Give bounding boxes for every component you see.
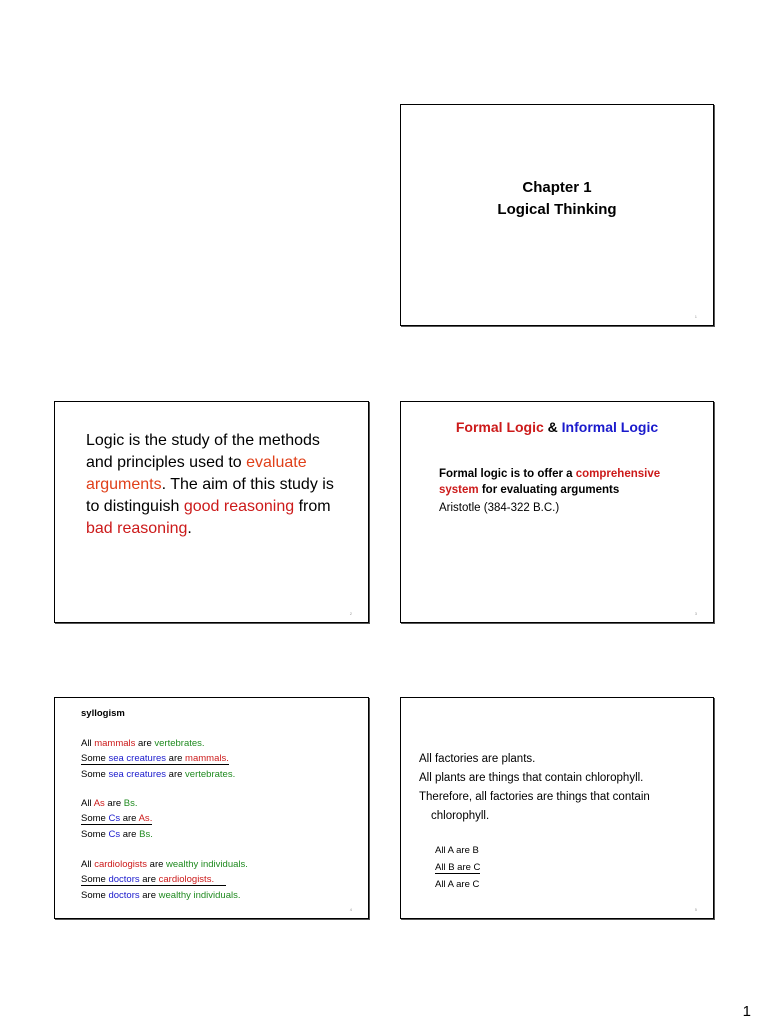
definition-text-1: Logic is the study of the methods and principles used to [86, 432, 320, 471]
slide-number: 2 [349, 611, 352, 616]
slide-factory-argument [400, 697, 714, 919]
term: cardiologists [158, 874, 212, 886]
text: . [134, 798, 138, 809]
slide-logic-definition [54, 401, 369, 623]
text: . [149, 813, 153, 825]
underlined-premise [81, 813, 152, 825]
term: wealthy individuals [166, 859, 246, 870]
term: mammals [185, 753, 227, 765]
term: doctors [108, 874, 140, 886]
slide-formal-informal-logic [400, 401, 714, 623]
abstract-premise-1: All A are B [435, 845, 479, 856]
argument-conclusion-cont: chlorophyll. [431, 810, 490, 822]
premise-1 [81, 796, 153, 811]
text: are [166, 753, 186, 765]
term: As [93, 798, 105, 809]
text: . [211, 874, 215, 886]
definition-text-4: . [187, 520, 192, 537]
definition-text-2: . The aim of this study is to distinguish [86, 476, 334, 515]
formal-logic-definition [439, 466, 689, 498]
text: are [120, 813, 139, 825]
text: are [120, 828, 140, 840]
text: are [166, 768, 186, 780]
text: Some [81, 874, 109, 886]
chapter-title-line2: Logical Thinking [497, 201, 617, 218]
slide-syllogism [54, 697, 369, 919]
text: Some [81, 889, 109, 901]
premise-2 [81, 751, 235, 766]
text: . [232, 768, 236, 780]
syllogism-label: syllogism [81, 708, 125, 719]
term: Cs [108, 813, 121, 825]
heading-ampersand: & [543, 419, 562, 435]
formal-def-text-2: for evaluating arguments [478, 484, 620, 496]
term: As [138, 813, 150, 825]
conclusion [81, 827, 153, 842]
text: . [150, 828, 153, 840]
text: Some [81, 813, 109, 825]
text: Some [81, 753, 109, 765]
conclusion [81, 767, 235, 782]
chapter-title [401, 177, 713, 221]
argument-premise-1: All factories are plants. [419, 753, 536, 765]
syllogism-group-mammals [81, 736, 235, 782]
slide-number: 4 [349, 907, 352, 912]
highlight-evaluate-arguments: evaluate arguments [86, 454, 307, 493]
term: Cs [108, 828, 121, 840]
text: All [81, 859, 95, 870]
premise-2 [81, 811, 153, 826]
conclusion [81, 888, 248, 903]
term: doctors [108, 889, 140, 901]
formal-def-text-1: Formal logic is to offer a [439, 468, 576, 480]
underlined-premise [81, 753, 229, 765]
text: are [104, 798, 124, 809]
chapter-title-line1: Chapter 1 [522, 179, 592, 196]
text: are [135, 738, 155, 749]
slide-number: 3 [694, 611, 697, 616]
abstract-premise-2 [435, 859, 480, 876]
text: All [81, 738, 95, 749]
underlined-premise: All B are C [435, 862, 481, 873]
slide-chapter-title [400, 104, 714, 326]
text: Some [81, 768, 109, 780]
abstract-conclusion: All A are C [435, 879, 480, 890]
term: Bs [139, 828, 151, 840]
text: All [81, 798, 94, 809]
argument-premise-2: All plants are things that contain chlorophyll. [419, 772, 644, 784]
highlight-comprehensive-system: comprehensive system [439, 468, 661, 496]
page-number: 1 [742, 1003, 751, 1020]
text: . [237, 889, 241, 901]
logic-definition-text [86, 430, 346, 540]
underlined-premise [81, 874, 226, 886]
definition-text-3: from [294, 498, 331, 515]
factory-argument [419, 750, 709, 826]
highlight-good-reasoning: good reasoning [183, 498, 295, 515]
slide-heading [401, 419, 713, 435]
abstract-argument [435, 842, 480, 893]
text: . [226, 753, 229, 765]
aristotle-reference: Aristotle (384-322 B.C.) [439, 502, 560, 514]
heading-informal-logic: Informal Logic [561, 419, 659, 435]
term: sea creatures [108, 753, 167, 765]
premise-2 [81, 872, 248, 887]
term: mammals [94, 738, 136, 749]
term: cardiologists [94, 859, 148, 870]
premise-1 [81, 736, 235, 751]
syllogism-group-abstract [81, 796, 153, 842]
premise-1 [81, 857, 248, 872]
text: . [245, 859, 248, 870]
heading-formal-logic: Formal Logic [455, 419, 544, 435]
slide-number: 1 [694, 314, 697, 319]
slide-number: 5 [694, 907, 697, 912]
highlight-bad-reasoning: bad reasoning [86, 520, 188, 537]
term: sea creatures [108, 768, 167, 780]
argument-conclusion: Therefore, all factories are things that contain [419, 791, 650, 803]
text: Some [81, 828, 109, 840]
text: are [139, 874, 159, 886]
syllogism-group-doctors [81, 857, 248, 903]
text: . [201, 738, 205, 749]
term: vertebrates [154, 738, 202, 749]
text: are [139, 889, 159, 901]
text: are [147, 859, 167, 870]
term: wealthy individuals [158, 889, 238, 901]
term: Bs [123, 798, 135, 809]
term: vertebrates [185, 768, 233, 780]
